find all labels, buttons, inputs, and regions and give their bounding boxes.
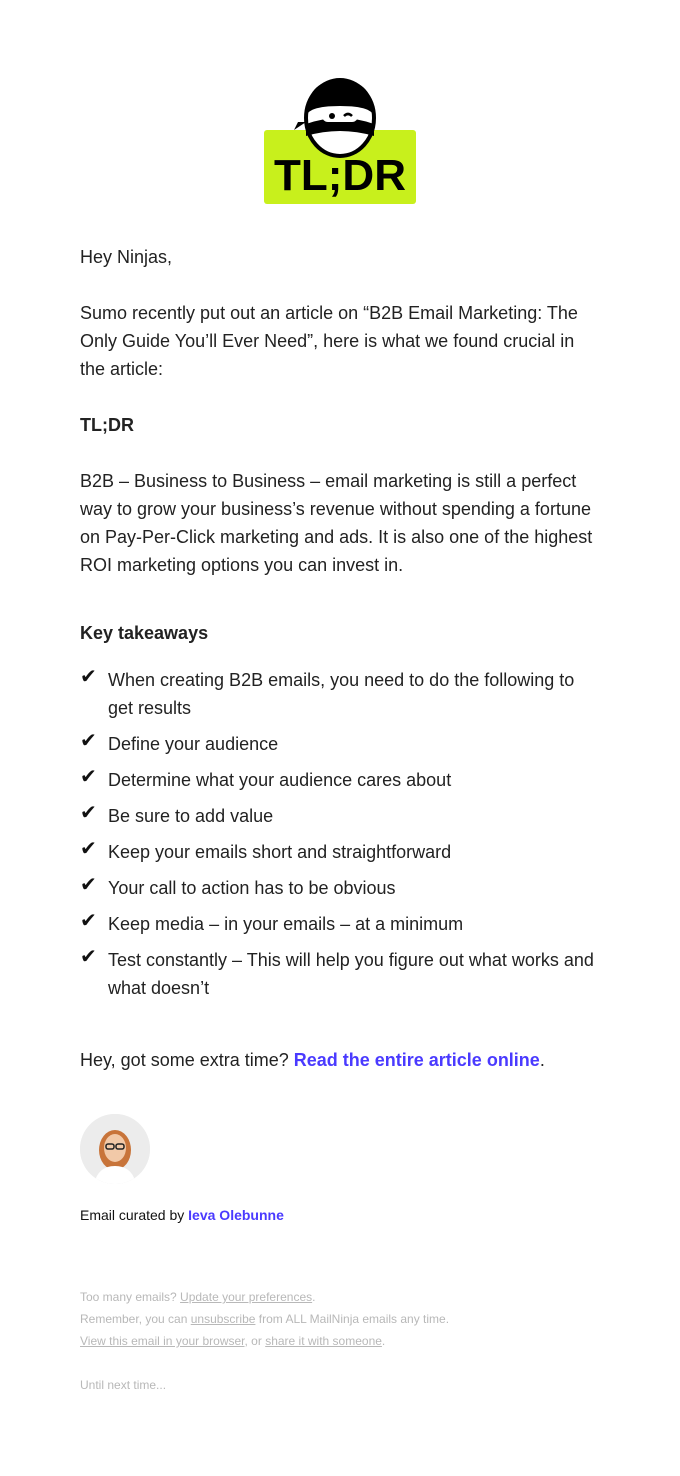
- logo-text: TL;DR: [274, 151, 406, 200]
- summary-paragraph: B2B – Business to Business – email marketing is still a perfect way to grow your business’s revenue without spending a fortune on Pay-Per-Click marketing and ads. It is also one of the highest ROI marketing options you can invest in.: [80, 471, 593, 575]
- intro-paragraph: Sumo recently put out an article on “B2B Email Marketing: The Only Guide You’ll Ever Need”, here is what we found crucial in the article:: [80, 303, 578, 379]
- cta-line: Hey, got some extra time? Read the entire article online.: [80, 1050, 545, 1070]
- list-item: ✔ Determine what your audience cares about: [80, 764, 452, 790]
- footer-signoff: Until next time...: [80, 1378, 167, 1392]
- greeting: Hey Ninjas,: [80, 247, 173, 267]
- footer-browser: View this email in your browser, or share it with someone.: [80, 1334, 386, 1348]
- takeaways-heading: Key takeaways: [80, 623, 209, 643]
- footer-unsubscribe: Remember, you can unsubscribe from ALL MailNinja emails any time.: [80, 1312, 450, 1326]
- avatar: [80, 1114, 150, 1184]
- brand-logo: [264, 66, 416, 204]
- checkmark-icon: ✔: [80, 800, 97, 824]
- curator-link[interactable]: Ieva Olebunne: [188, 1207, 284, 1223]
- list-item: ✔ Be sure to add value: [80, 800, 274, 826]
- takeaways-list: [80, 666, 600, 1010]
- checkmark-icon: ✔: [80, 944, 97, 968]
- curator-photo: [80, 1114, 150, 1184]
- list-item: ✔ Keep media – in your emails – at a minimum: [80, 908, 464, 934]
- checkmark-icon: ✔: [80, 836, 97, 860]
- list-item: ✔ Test constantly – This will help you figure out what works and what doesn’t: [80, 944, 594, 998]
- update-preferences-link[interactable]: Update your preferences: [180, 1290, 313, 1304]
- list-item: ✔ When creating B2B emails, you need to do the following to get results: [80, 664, 575, 718]
- checkmark-icon: ✔: [80, 908, 97, 932]
- checkmark-icon: ✔: [80, 764, 97, 788]
- footer-preferences: Too many emails? Update your preferences.: [80, 1290, 316, 1304]
- list-item: ✔ Your call to action has to be obvious: [80, 872, 396, 898]
- curated-by: Email curated by Ieva Olebunne: [80, 1207, 284, 1223]
- share-link[interactable]: share it with someone: [265, 1334, 382, 1348]
- checkmark-icon: ✔: [80, 872, 97, 896]
- tldr-heading: TL;DR: [80, 415, 134, 435]
- read-article-link[interactable]: Read the entire article online: [293, 1050, 540, 1070]
- checkmark-icon: ✔: [80, 664, 97, 688]
- unsubscribe-link[interactable]: unsubscribe: [190, 1312, 256, 1326]
- list-item: ✔ Keep your emails short and straightforward: [80, 836, 452, 862]
- view-in-browser-link[interactable]: View this email in your browser: [80, 1334, 245, 1348]
- list-item: ✔ Define your audience: [80, 728, 279, 754]
- checkmark-icon: ✔: [80, 728, 97, 752]
